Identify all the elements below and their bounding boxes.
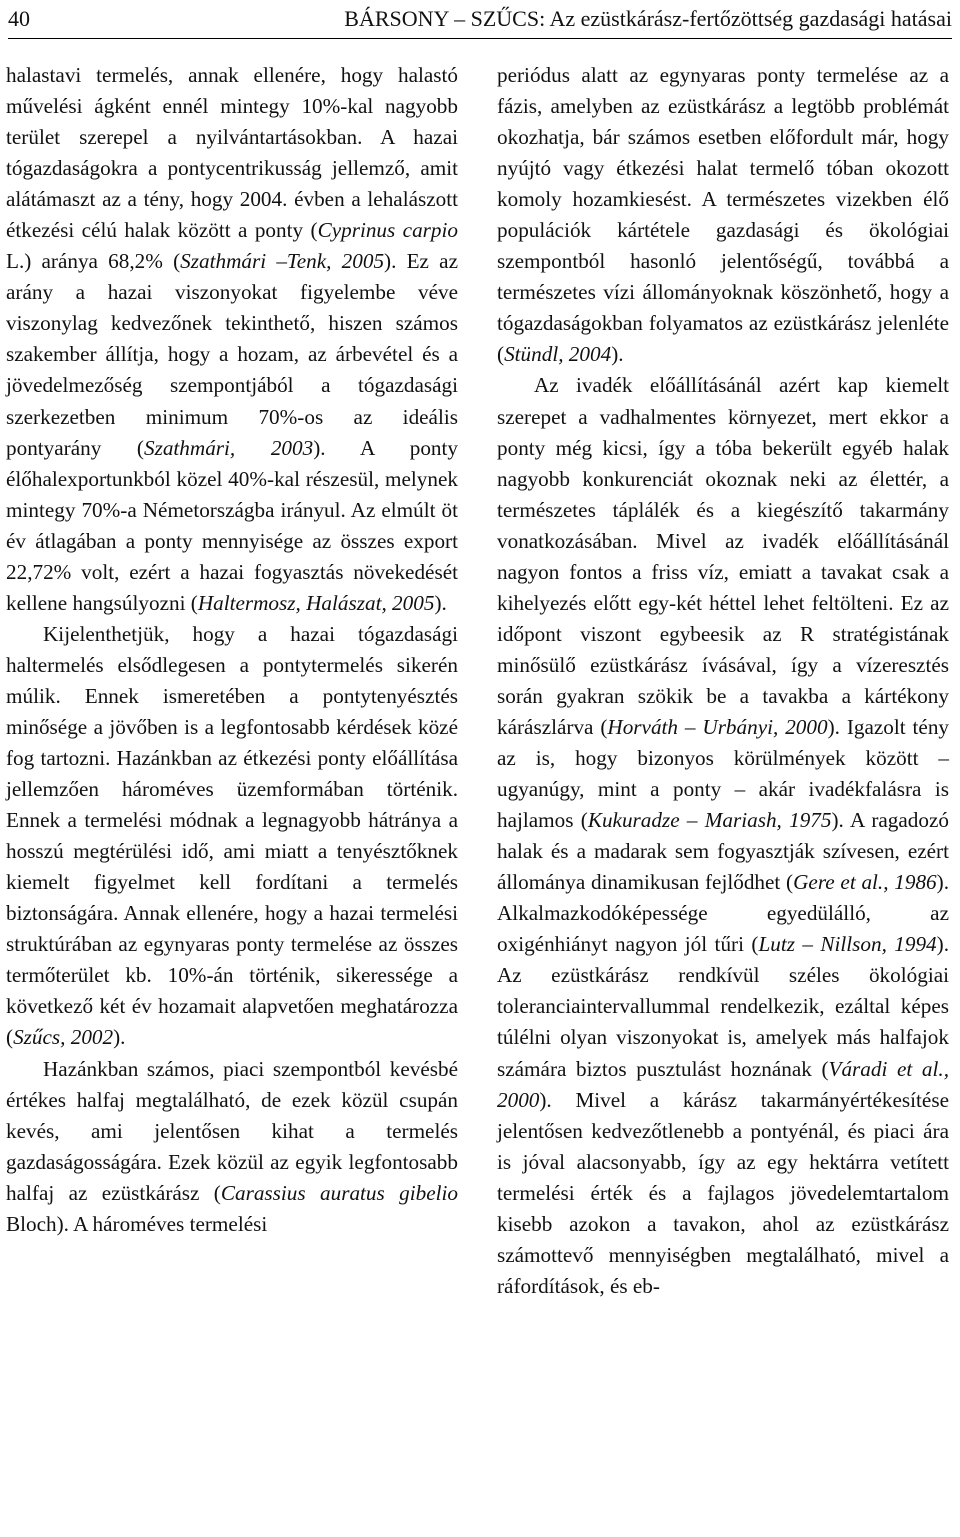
text-run: ). [611, 342, 624, 367]
text-run: Kijelenthetjük, hogy a hazai tógazdasági haltermelés elsődlegesen a pontytermelés sikerén múlik. Ennek ismeretében a pontytenyésztés minősége a jövőben is a legfontosabb kérdések közé fog tartozni. Hazánkban az étkezési ponty előállítása jellemzően hároméves üzemformában történik. Ennek a termelési módnak a legnagyobb hátránya a hosszú megtérülési idő, ami miatt a tenyésztőknek kiemelt figyelmet kell fordítani a termelés biztonságára. Annak ellenére, hogy a hazai termelési struktúrában az egynyaras ponty termelése az összes termőterület kb. 10%-án történik, sikeressége a következő két év hozamait alapvetően meghatározza ( [6, 621, 458, 1050]
italic-text-run: Gere et al., 1986 [793, 870, 937, 895]
text-run: Az ivadék előállításánál azért kap kiemelt szerepet a vadhalmentes környezet, mert ekkor a ponty még kicsi, így a tóba bekerült egyéb halak nagyobb konkurenciát okoznak neki az élettér, a természetes táplálék és a kiegészítő takarmány vonatkozásában. Mivel az ivadék előállításánál nagyon fontos a friss víz, emiatt a tavakat csak a kihelyezés előtt egy-két héttel lehet feltölteni. Ez az időpont viszont egybeesik az R stratégistának minősülő ezüstkárász ívásával, így a vízeresztés során gyakran szökik be a tavakba a kártékony kárászlárva ( [497, 373, 949, 739]
running-title: BÁRSONY – SZŰCS: Az ezüstkárász-fertőzöttség gazdasági hatásai [344, 6, 952, 31]
italic-text-run: Lutz – Nillson, 1994 [758, 932, 937, 957]
text-run: ). [113, 1025, 126, 1050]
italic-text-run: Horváth – Urbányi, 2000 [607, 714, 828, 739]
page-number: 40 [8, 6, 30, 31]
text-run: ). Alkalmazkodóképessége egyedülálló, az oxigénhiányt nagyon jól tűri ( [497, 870, 949, 957]
text-run: Bloch). A hároméves termelési [6, 1211, 268, 1236]
paragraph [6, 1054, 458, 1240]
text-run: ). A ragadozó halak és a madarak sem fogyasztják szívesen, ezért állománya dinamikusan fejlődhet ( [497, 808, 949, 895]
left-column [6, 60, 458, 1240]
text-run: periódus alatt az egynyaras ponty termelése az a fázis, amelyben az ezüstkárász a legtöbb problémát okozhatja, bár számos esetben előfordult már, hogy nyújtó vagy étkezési halat termelő tóban okozott komoly hozamkiesést. A természetes vizekben élő populációk kártétele gazdasági és ökológiai szempontból hasonló jelentőségű, továbbá a természetes vízi állományoknak köszönhető, hogy a tógazdaságokban folyamatos az ezüstkárász jelenléte ( [497, 63, 949, 367]
italic-text-run: Szathmári, 2003 [143, 435, 314, 460]
paragraph [6, 619, 458, 1054]
text-run: Hazánkban számos, piaci szempontból kevésbé értékes halfaj megtalálható, de ezek közül csupán kevés, ami jelentősen kihat a termelés gazdaságosságára. Ezek közül az egyik legfontosabb halfaj az ezüstkárász ( [6, 1056, 458, 1205]
italic-text-run: Carassius auratus gibelio [220, 1180, 458, 1205]
italic-text-run: Haltermosz, Halászat, 2005 [197, 590, 435, 615]
text-run: ). Ez az arány a hazai viszonyokat figyelembe véve viszonylag kedvezőnek tekinthető, hiszen számos szakember állítja, hogy a hozam, az árbevétel és a jövedelmezőség szempontjából a tógazdasági szerkezetben minimum 70%-os az ideális pontyarány ( [6, 249, 458, 460]
italic-text-run: Szathmári –Tenk, 2005 [180, 249, 385, 274]
text-run: L.) aránya 68,2% ( [6, 249, 181, 274]
text-run: ). A ponty élőhalexportunkból közel 40%-kal részesül, melynek mintegy 70%-a Németországba irányul. Az elmúlt öt év átlagában a ponty mennyisége az összes export 22,72% volt, ezért a hazai fogyasztás növekedését kellene hangsúlyozni ( [6, 435, 458, 615]
paragraph [497, 370, 949, 1301]
italic-text-run: Szűcs, 2002 [13, 1025, 114, 1050]
running-header [8, 4, 952, 39]
italic-text-run: Váradi et al., 2000 [497, 1056, 949, 1112]
italic-text-run: Cyprinus carpio [317, 218, 458, 243]
text-run: ). Igazolt tény az is, hogy bizonyos körülmények között – ugyanúgy, mint a ponty – akár ivadékfalásra is hajlamos ( [497, 714, 950, 833]
right-column [497, 60, 949, 1302]
text-run: ). Mivel a kárász takarmányértékesítése jelentősen kedvezőtlenebb a pontyénál, és piaci ára is jóval alacsonyabb, így az egy hektárra vetített termelési érték és a fajlagos jövedelemtartalom kisebb azokon a tavakon, ahol az ezüstkárász számottevő mennyiségben megtalálható, mivel a ráfordítások, és eb- [497, 1087, 949, 1298]
text-run: halastavi termelés, annak ellenére, hogy halastó művelési ágként ennél mintegy 10%-kal nagyobb terület szerepel a nyilvántartásokban. A hazai tógazdaságokra a pontycentrikusság jellemző, amit alátámaszt az a tény, hogy 2004. évben a lehalászott étkezési célú halak között a ponty ( [6, 63, 458, 243]
italic-text-run: Stündl, 2004 [504, 342, 612, 367]
text-run: ). [434, 590, 447, 615]
italic-text-run: Kukuradze – Mariash, 1975 [587, 808, 832, 833]
text-run: ). Az ezüstkárász rendkívül széles ökológiai toleranciaintervallummal rendelkezik, ezáltal képes túlélni olyan viszonyokat is, amelyek más halfajok számára biztos pusztulást hoznának ( [497, 932, 950, 1081]
paragraph [497, 60, 949, 370]
paragraph [6, 60, 458, 619]
